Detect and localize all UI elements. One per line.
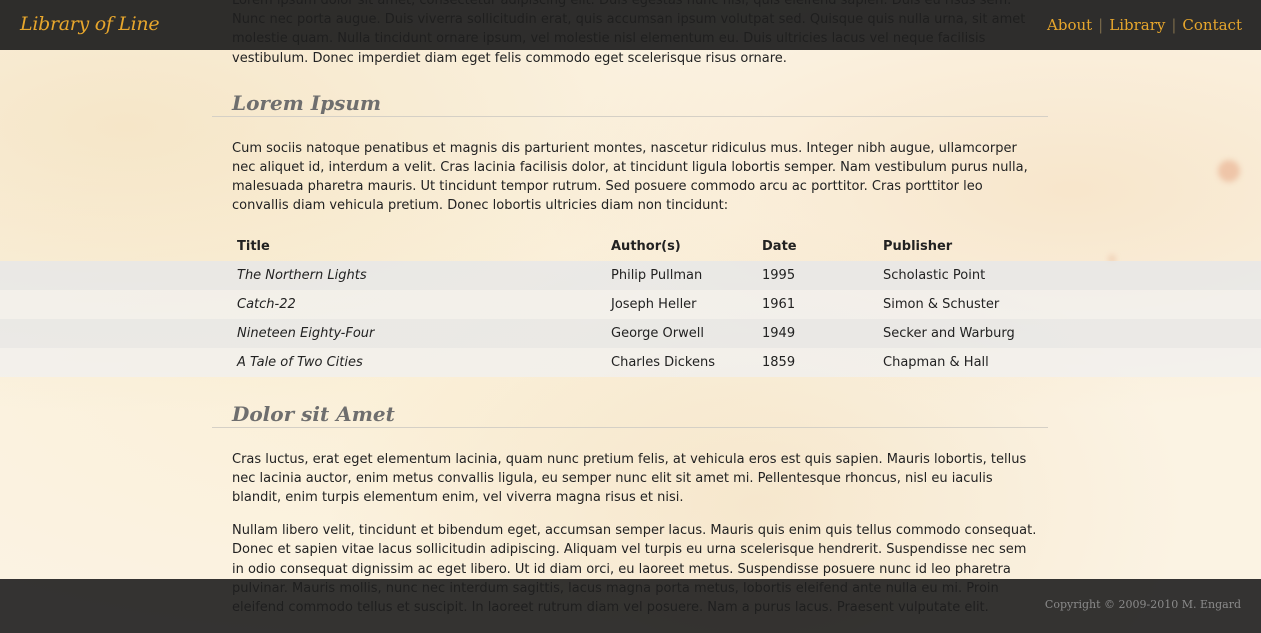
column-header-date: Date [762, 238, 797, 254]
table-header-row [0, 232, 1261, 261]
table-row [0, 290, 1261, 319]
nav-link-contact[interactable]: Contact [1182, 16, 1242, 34]
nav-link-library[interactable]: Library [1109, 16, 1166, 34]
column-header-publisher: Publisher [883, 238, 953, 254]
book-title: A Tale of Two Cities [237, 348, 611, 377]
book-publisher: Chapman & Hall [883, 348, 1261, 377]
section2-paragraph-1: Cras luctus, erat eget elementum lacinia, quam nunc pretium felis, at vehicula eros est quis sapien. Mauris lobortis, tellus nec lacinia auctor, enim metus convallis ligula, eu semper nunc elit sit amet mi. Pellentesque rhoncus, nisl eu iaculis blandit, enim turpis elementum enim, vel viverra magna risus et nisi. [232, 451, 1027, 506]
book-publisher: Secker and Warburg [883, 319, 1261, 348]
book-title: Nineteen Eighty-Four [237, 319, 611, 348]
column-header-title: Title [237, 238, 270, 254]
table-row [0, 261, 1261, 290]
section-heading-dolor-sit-amet: Dolor sit Amet [212, 401, 1048, 428]
site-header [0, 0, 1261, 50]
nav-separator: | [1098, 16, 1104, 34]
book-title: Catch-22 [237, 290, 611, 319]
section2-paragraph-2: Nullam libero velit, tincidunt et bibendum eget, accumsan semper lacus. Mauris quis enim quis tellus commodo consequat. Donec et sapien vitae lacus sollicitudin adipiscing. Aliquam vel turpis eu urna scelerisque hendrerit. Suspendisse nec sem in odio consequat dignissim ac eget libero. Ut id diam orci, eu laoreet metus. Suspendisse posuere nunc id leo pharetra [232, 523, 1037, 577]
column-header-authors: Author(s) [611, 238, 681, 254]
book-author: Charles Dickens [611, 348, 762, 377]
table-row [0, 348, 1261, 377]
book-publisher: Simon & Schuster [883, 290, 1261, 319]
intro-paragraph: vestibulum. Donec imperdiet diam eget felis commodo eget scelerisque risus ornare. [232, 50, 787, 66]
copyright-text: Copyright © 2009-2010 M. Engard [1044, 598, 1241, 611]
nav-separator: | [1171, 16, 1177, 34]
books-table [0, 232, 1261, 377]
section1-paragraph: Cum sociis natoque penatibus et magnis dis parturient montes, nascetur ridiculus mus. Integer nibh augue, ullamcorper nec aliquet id, interdum a velit. Cras lacinia facilisis dolor, at tincidunt ligula lobortis semper. Nam vestibulum purus nulla, malesuada pharetra mauris. Ut tincidunt tempor rutrum. Sed posuere commodo arcu ac porttitor. Cras porttitor leo convallis diam vehicula pretium. Donec lobortis ultricies diam non tincidunt: [232, 140, 1028, 214]
section-heading-lorem-ipsum: Lorem Ipsum [212, 90, 1048, 117]
book-date: 1995 [762, 261, 883, 290]
book-date: 1859 [762, 348, 883, 377]
main-nav [1047, 16, 1242, 34]
book-date: 1949 [762, 319, 883, 348]
table-row [0, 319, 1261, 348]
book-author: Philip Pullman [611, 261, 762, 290]
nav-link-about[interactable]: About [1047, 16, 1093, 34]
book-publisher: Scholastic Point [883, 261, 1261, 290]
site-logo[interactable]: Library of Line [20, 13, 160, 35]
book-author: Joseph Heller [611, 290, 762, 319]
book-title: The Northern Lights [237, 261, 611, 290]
book-author: George Orwell [611, 319, 762, 348]
book-date: 1961 [762, 290, 883, 319]
site-footer [0, 579, 1261, 633]
